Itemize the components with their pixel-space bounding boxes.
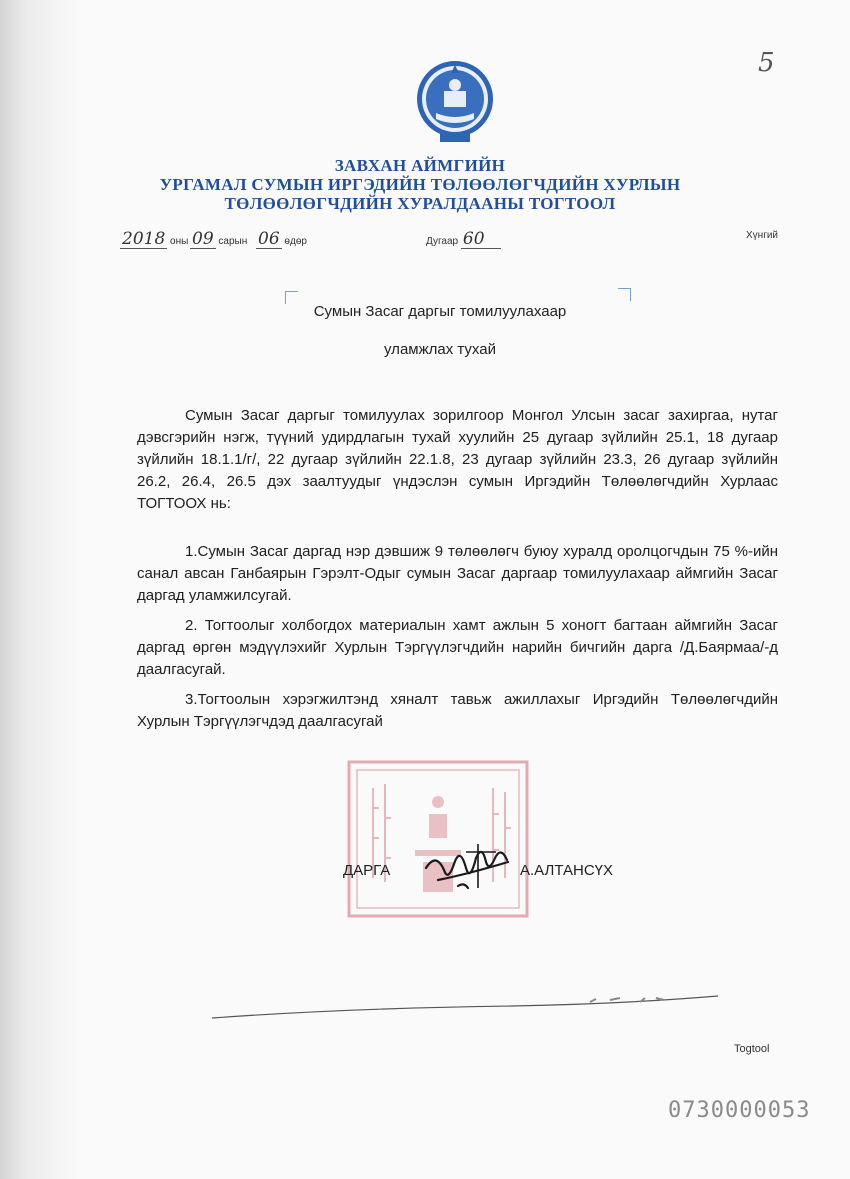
date-month: 09 xyxy=(192,229,214,249)
header-aimag: ЗАВХАН АЙМГИЙН xyxy=(334,156,506,175)
date-month-group xyxy=(190,230,247,249)
document-title-line1: Сумын Засаг даргыг томилуулахаар xyxy=(313,303,567,320)
header-resolution: ТӨЛӨӨЛӨГЧДИЙН ХУРАЛДААНЫ ТОГТООЛ xyxy=(224,194,616,213)
date-month-label: сарын xyxy=(218,236,248,247)
date-day-label: өдөр xyxy=(284,236,307,247)
handwritten-page-number: 5 xyxy=(758,48,775,78)
date-year-group xyxy=(120,230,188,249)
date-year: 2018 xyxy=(122,229,166,249)
date-day-group xyxy=(256,230,307,249)
document-title-line2: уламжлах тухай xyxy=(384,341,496,358)
handwritten-signature xyxy=(418,838,528,898)
number-label: Дугаар xyxy=(426,236,459,247)
resolution-item-3: 3.Тогтоолын хэрэгжилтэнд хяналт тавьж ажиллахыг Иргэдийн Төлөөлөгчдийн Хурлын Тэргүүлэгчдэд даалгасугай xyxy=(137,691,778,730)
footer-rule xyxy=(210,992,720,1022)
resolution-item-1: 1.Сумын Засаг даргад нэр дэвшиж 9 төлөөлөгч буюу хуралд оролцогчдын 75 %-ийн санал авсан Ганбаярын Гэрэлт-Одыг сумын Засаг даргаар томилуулахаар аймгийн Засаг даргад уламжилсугай. xyxy=(137,543,778,604)
signatory-name: А.АЛТАНСҮХ xyxy=(520,862,614,879)
signatory-title: ДАРГА xyxy=(343,862,391,879)
date-day: 06 xyxy=(258,229,280,249)
date-number-line xyxy=(120,228,800,254)
header-council: УРГАМАЛ СУМЫН ИРГЭДИЙН ТӨЛӨӨЛӨГЧДИЙН ХУРЛЫН xyxy=(159,175,681,194)
preamble-paragraph: Сумын Засаг даргыг томилуулах зорилгоор Монгол Улсын засаг захиргаа, нутаг дэвсгэрийн нэгж, түүний удирдлагын тухай хуулийн 25 дугаар зүйлийн 25.1, 18 дугаар зүйлийн 18.1.1/г/, 22 дугаар зүйлийн 22.1.8, 23 дугаар зүйлийн 23.3, 26 дугаар зүйлийн 26.2, 26.4, 26.5 дэх заалтуудыг үндэслэн сумын Иргэдийн Төлөөлөгчдийн Хурлаас ТОГТООХ нь: xyxy=(137,407,778,512)
date-year-label: оны xyxy=(170,236,189,247)
state-emblem-icon xyxy=(414,55,496,147)
serial-number: 0730000053 xyxy=(668,1098,811,1123)
resolution-number-group xyxy=(426,230,501,249)
title-corner-right xyxy=(618,288,631,301)
resolution-number: 60 xyxy=(461,230,501,249)
page-edge-shadow xyxy=(0,0,80,1179)
resolution-item-2: 2. Тогтоолыг холбогдох материалын хамт ажлын 5 хоногт багтаан аймгийн Засаг даргад өргөн мэдүүлэхийг Хурлын Тэргүүлэгчдийн нарийн бичгийн дарга /Д.Баярмаа/-д даалгасугай. xyxy=(137,617,778,678)
place-name: Хүнгий xyxy=(746,230,779,241)
footer-code: Togtool xyxy=(734,1043,770,1055)
